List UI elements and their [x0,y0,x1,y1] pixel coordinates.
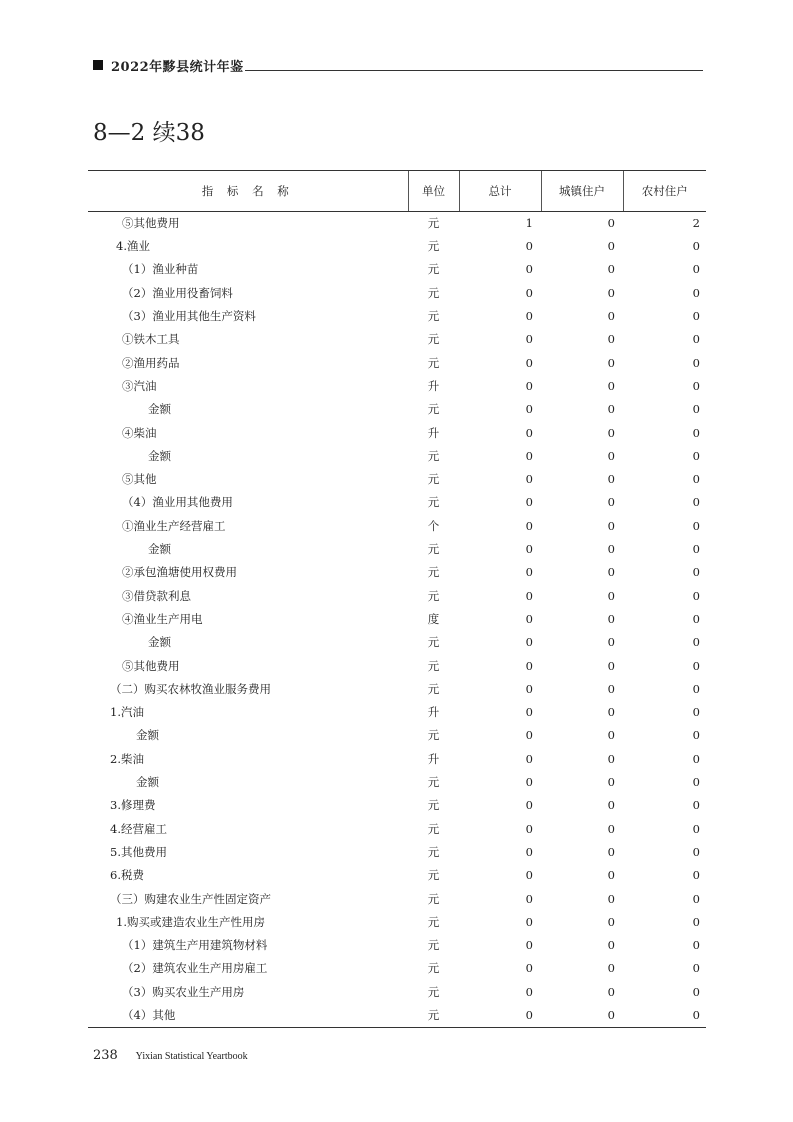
row-total: 0 [525,309,533,324]
row-total: 0 [525,914,533,929]
table-row [88,678,706,701]
row-rural: 0 [692,332,700,347]
row-urban: 0 [607,635,615,650]
row-urban: 0 [607,448,615,463]
row-unit: 元 [427,938,440,953]
row-total: 0 [525,681,533,696]
row-unit: 元 [427,658,440,673]
row-name: 1.汽油 [110,705,144,720]
row-unit: 个 [427,518,440,533]
row-name: ⑤其他 [122,472,157,487]
row-urban: 0 [607,705,615,720]
row-name: （2）渔业用役畜饲料 [122,285,233,300]
row-rural: 0 [692,378,700,393]
table-row [88,701,706,724]
row-unit: 元 [427,262,440,277]
row-total: 0 [525,775,533,790]
table-row [88,468,706,491]
row-unit: 元 [427,495,440,510]
row-name: （4）其他 [88,1004,408,1028]
row-rural: 0 [692,355,700,370]
row-name: ①渔业生产经营雇工 [122,518,226,533]
row-total: 0 [525,448,533,463]
row-urban: 0 [607,914,615,929]
row-unit: 元 [427,681,440,696]
table-row [88,958,706,981]
table-header-row [88,171,706,212]
row-rural: 0 [692,472,700,487]
row-name: （1）渔业种苗 [122,262,199,277]
row-unit: 元 [427,332,440,347]
table-title: 8—2 续38 [93,120,205,146]
row-name: （3）渔业用其他生产资料 [122,309,256,324]
table-row [88,864,706,887]
col-header-indicator: 指 标 名 称 [88,171,408,212]
row-name: ②承包渔塘使用权费用 [122,565,237,580]
col-header-total: 总计 [459,171,541,212]
row-urban: 0 [607,565,615,580]
row-name: 金额 [136,728,159,743]
row-unit: 元 [427,821,440,836]
row-unit: 升 [427,751,440,766]
table-row [88,352,706,375]
row-unit: 元 [408,1004,459,1028]
row-unit: 元 [427,728,440,743]
row-unit: 元 [427,285,440,300]
row-rural: 0 [692,961,700,976]
row-rural: 0 [692,868,700,883]
row-name: ②渔用药品 [122,355,180,370]
row-total: 0 [525,472,533,487]
row-total: 1 [525,215,533,230]
row-urban: 0 [607,658,615,673]
row-urban: 0 [607,751,615,766]
row-urban: 0 [607,961,615,976]
table-row [88,585,706,608]
row-rural: 0 [692,658,700,673]
page-number: 238 [93,1048,118,1063]
col-header-rural: 农村住户 [623,171,706,212]
table-row [88,725,706,748]
row-total: 0 [525,844,533,859]
table-row [88,748,706,771]
row-name: 金额 [136,775,159,790]
row-urban: 0 [607,681,615,696]
table-body [88,212,706,1028]
row-urban: 0 [607,309,615,324]
row-unit: 元 [427,798,440,813]
row-name: 金额 [148,448,171,463]
header-rule [245,70,703,71]
row-rural: 2 [692,215,700,230]
table-row [88,841,706,864]
row-total: 0 [525,378,533,393]
row-rural: 0 [692,448,700,463]
row-unit: 元 [427,914,440,929]
row-total: 0 [525,891,533,906]
table-row [88,1004,706,1028]
row-name: （4）渔业用其他费用 [122,495,233,510]
row-name: ③借贷款利息 [122,588,191,603]
row-rural: 0 [692,681,700,696]
row-unit: 升 [427,425,440,440]
row-total: 0 [525,798,533,813]
running-header [93,58,703,74]
row-rural: 0 [692,495,700,510]
table-row [88,235,706,258]
row-unit: 升 [427,705,440,720]
row-rural: 0 [692,402,700,417]
row-unit: 元 [427,844,440,859]
row-name: （3）购买农业生产用房 [122,984,245,999]
row-unit: 元 [427,448,440,463]
row-unit: 元 [427,868,440,883]
row-urban: 0 [607,868,615,883]
row-rural: 0 [692,751,700,766]
table-row [88,631,706,654]
row-rural: 0 [692,239,700,254]
table-row [88,375,706,398]
row-rural: 0 [692,984,700,999]
row-urban: 0 [607,215,615,230]
table-row [88,888,706,911]
row-urban: 0 [607,518,615,533]
row-urban: 0 [607,611,615,626]
row-unit: 元 [427,565,440,580]
table-row [88,515,706,538]
row-total: 0 [525,868,533,883]
row-total: 0 [525,239,533,254]
table-row [88,259,706,282]
row-rural: 0 [692,285,700,300]
table-row [88,818,706,841]
row-total: 0 [525,588,533,603]
table-row [88,655,706,678]
row-total: 0 [525,705,533,720]
row-name: ⑤其他费用 [122,215,180,230]
row-total: 0 [525,961,533,976]
row-unit: 元 [427,891,440,906]
row-urban: 0 [607,938,615,953]
row-name: ①铁木工具 [122,332,180,347]
row-name: ④渔业生产用电 [122,611,203,626]
table-row [88,911,706,934]
row-total: 0 [525,821,533,836]
row-rural: 0 [692,611,700,626]
row-name: 3.修理费 [110,798,156,813]
row-name: （三）购建农业生产性固定资产 [110,891,271,906]
row-urban: 0 [607,542,615,557]
row-name: 6.税费 [110,868,144,883]
row-name: 金额 [148,542,171,557]
table-row [88,398,706,421]
row-rural: 0 [692,844,700,859]
col-header-unit: 单位 [408,171,459,212]
row-name: 金额 [148,402,171,417]
row-urban: 0 [607,285,615,300]
row-urban: 0 [541,1004,623,1028]
row-rural: 0 [692,914,700,929]
row-name: 4.经营雇工 [110,821,167,836]
row-total: 0 [525,518,533,533]
row-unit: 升 [427,378,440,393]
row-urban: 0 [607,239,615,254]
row-urban: 0 [607,728,615,743]
row-name: 1.购买或建造农业生产性用房 [116,914,265,929]
row-unit: 元 [427,542,440,557]
row-unit: 元 [427,239,440,254]
row-name: ③汽油 [122,378,157,393]
table-row [88,492,706,515]
row-total: 0 [525,355,533,370]
data-table [88,170,706,1028]
row-rural: 0 [692,798,700,813]
table-row [88,608,706,631]
row-name: 金额 [148,635,171,650]
table-row [88,934,706,957]
yearbook-name: Yixian Statistical Yeartbook [135,1051,248,1062]
row-name: 4.渔业 [116,239,150,254]
row-unit: 度 [427,611,440,626]
row-urban: 0 [607,262,615,277]
row-urban: 0 [607,495,615,510]
header-title: 2022年黟县统计年鉴 [111,60,244,75]
row-urban: 0 [607,775,615,790]
row-rural: 0 [692,938,700,953]
row-urban: 0 [607,378,615,393]
row-unit: 元 [427,215,440,230]
row-total: 0 [525,495,533,510]
row-name: 2.柴油 [110,751,144,766]
row-unit: 元 [427,472,440,487]
row-rural: 0 [692,891,700,906]
table-row [88,422,706,445]
row-urban: 0 [607,402,615,417]
row-rural: 0 [692,728,700,743]
row-name: 5.其他费用 [110,844,167,859]
row-urban: 0 [607,984,615,999]
row-unit: 元 [427,588,440,603]
row-rural: 0 [692,309,700,324]
row-total: 0 [525,542,533,557]
row-unit: 元 [427,961,440,976]
row-urban: 0 [607,425,615,440]
row-total: 0 [525,262,533,277]
row-urban: 0 [607,332,615,347]
row-total: 0 [525,984,533,999]
row-name: （2）建筑农业生产用房雇工 [122,961,268,976]
table-row [88,305,706,328]
row-total: 0 [525,285,533,300]
row-rural: 0 [692,565,700,580]
row-rural: 0 [692,588,700,603]
row-rural: 0 [623,1004,706,1028]
col-header-urban: 城镇住户 [541,171,623,212]
row-rural: 0 [692,518,700,533]
table-row [88,328,706,351]
table-row [88,561,706,584]
table-row [88,538,706,561]
row-total: 0 [525,658,533,673]
row-total: 0 [525,402,533,417]
row-rural: 0 [692,821,700,836]
row-urban: 0 [607,821,615,836]
row-urban: 0 [607,891,615,906]
row-name: ④柴油 [122,425,157,440]
row-total: 0 [525,611,533,626]
row-urban: 0 [607,844,615,859]
row-unit: 元 [427,355,440,370]
row-unit: 元 [427,635,440,650]
row-unit: 元 [427,775,440,790]
row-total: 0 [525,728,533,743]
row-total: 0 [525,425,533,440]
row-name: （1）建筑生产用建筑物材料 [122,938,268,953]
row-total: 0 [525,332,533,347]
row-rural: 0 [692,542,700,557]
row-urban: 0 [607,472,615,487]
table-row [88,981,706,1004]
row-total: 0 [525,635,533,650]
table-row [88,771,706,794]
page-footer [93,1048,248,1063]
row-total: 0 [525,751,533,766]
row-total: 0 [459,1004,541,1028]
row-unit: 元 [427,984,440,999]
table-row [88,794,706,817]
row-rural: 0 [692,635,700,650]
row-total: 0 [525,938,533,953]
row-urban: 0 [607,355,615,370]
row-total: 0 [525,565,533,580]
table-row [88,445,706,468]
table-row [88,282,706,305]
row-unit: 元 [427,309,440,324]
header-square-icon [93,60,103,70]
row-rural: 0 [692,425,700,440]
row-unit: 元 [427,402,440,417]
table-row [88,212,706,236]
row-urban: 0 [607,588,615,603]
row-rural: 0 [692,775,700,790]
row-urban: 0 [607,798,615,813]
row-name: ⑤其他费用 [122,658,180,673]
row-rural: 0 [692,262,700,277]
row-rural: 0 [692,705,700,720]
row-name: （二）购买农林牧渔业服务费用 [110,681,271,696]
